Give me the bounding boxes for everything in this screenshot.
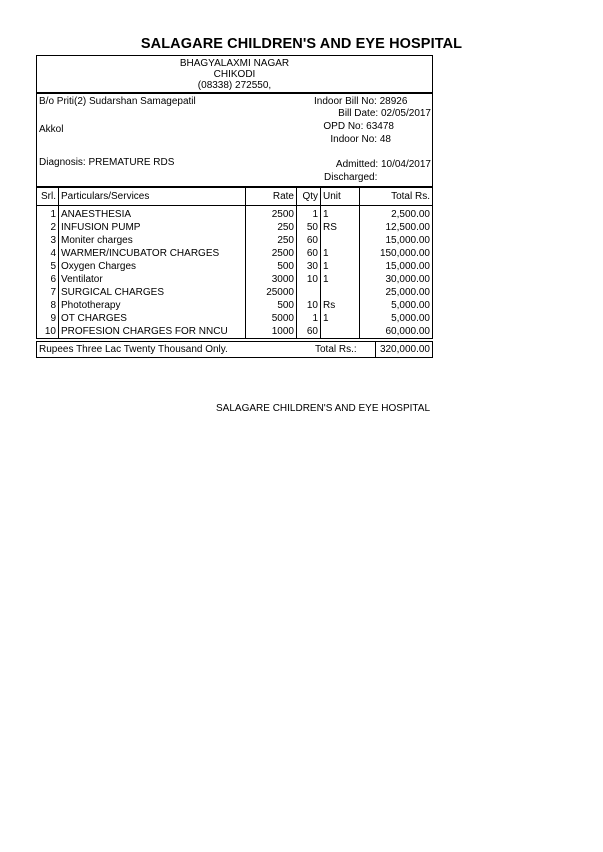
cell-qty: 30 bbox=[297, 260, 321, 273]
cell-particulars: PROFESION CHARGES FOR NNCU bbox=[59, 325, 246, 339]
cell-rate: 500 bbox=[246, 260, 297, 273]
total-label: Total Rs.: bbox=[315, 344, 357, 355]
table-row bbox=[37, 273, 433, 286]
cell-rate: 25000 bbox=[246, 286, 297, 299]
amount-in-words: Rupees Three Lac Twenty Thousand Only. bbox=[39, 344, 228, 355]
table-row bbox=[37, 299, 433, 312]
cell-particulars: WARMER/INCUBATOR CHARGES bbox=[59, 247, 246, 260]
cell-qty: 60 bbox=[297, 325, 321, 339]
address-line2: CHIKODI bbox=[213, 69, 256, 80]
total-value: 320,000.00 bbox=[379, 344, 430, 355]
cell-rate: 5000 bbox=[246, 312, 297, 325]
cell-total: 5,000.00 bbox=[391, 300, 430, 311]
cell-qty: 60 bbox=[297, 234, 321, 247]
cell-rate: 2500 bbox=[246, 247, 297, 260]
cell-particulars: INFUSION PUMP bbox=[59, 221, 246, 234]
header-total: Total Rs. bbox=[360, 188, 433, 206]
cell-srl: 4 bbox=[37, 247, 59, 260]
cell-rate: 2500 bbox=[246, 206, 297, 222]
cell-unit: 1 bbox=[321, 247, 360, 260]
address-line1: BHAGYALAXMI NAGAR bbox=[179, 58, 290, 69]
header-srl: Srl. bbox=[37, 188, 59, 206]
charges-table bbox=[36, 187, 433, 339]
cell-unit bbox=[321, 234, 360, 247]
cell-particulars: Ventilator bbox=[59, 273, 246, 286]
cell-total: 2,500.00 bbox=[391, 209, 430, 220]
patient-place: Akkol bbox=[39, 124, 64, 135]
patient-info-block bbox=[36, 93, 433, 187]
cell-unit: 1 bbox=[321, 273, 360, 286]
total-footer bbox=[36, 341, 433, 358]
cell-total: 25,000.00 bbox=[385, 287, 430, 298]
opd-no: OPD No: 63478 bbox=[323, 121, 394, 132]
diagnosis: Diagnosis: PREMATURE RDS bbox=[39, 157, 175, 168]
cell-total: 30,000.00 bbox=[385, 274, 430, 285]
table-header-row bbox=[37, 188, 433, 206]
table-row bbox=[37, 247, 433, 260]
bill-date: Bill Date: 02/05/2017 bbox=[338, 108, 431, 119]
cell-srl: 10 bbox=[37, 325, 59, 339]
patient-name: B/o Priti(2) Sudarshan Samagepatil bbox=[39, 96, 196, 107]
cell-qty: 1 bbox=[297, 312, 321, 325]
cell-rate: 3000 bbox=[246, 273, 297, 286]
admitted-date: Admitted: 10/04/2017 bbox=[335, 159, 431, 170]
header-particulars: Particulars/Services bbox=[59, 188, 246, 206]
cell-unit: Rs bbox=[321, 299, 360, 312]
cell-srl: 7 bbox=[37, 286, 59, 299]
cell-rate: 250 bbox=[246, 221, 297, 234]
indoor-bill-no: Indoor Bill No: 28926 bbox=[314, 96, 408, 107]
cell-srl: 2 bbox=[37, 221, 59, 234]
cell-particulars: OT CHARGES bbox=[59, 312, 246, 325]
cell-qty: 10 bbox=[297, 273, 321, 286]
table-row bbox=[37, 234, 433, 247]
cell-total: 5,000.00 bbox=[391, 313, 430, 324]
header-unit: Unit bbox=[321, 188, 360, 206]
footer-divider bbox=[375, 342, 376, 357]
cell-total: 150,000.00 bbox=[379, 248, 430, 259]
cell-unit: RS bbox=[321, 221, 360, 234]
table-row bbox=[37, 206, 433, 222]
cell-rate: 500 bbox=[246, 299, 297, 312]
cell-qty: 50 bbox=[297, 221, 321, 234]
cell-srl: 8 bbox=[37, 299, 59, 312]
header-qty: Qty bbox=[297, 188, 321, 206]
cell-particulars: Oxygen Charges bbox=[59, 260, 246, 273]
cell-rate: 250 bbox=[246, 234, 297, 247]
cell-unit: 1 bbox=[321, 206, 360, 222]
cell-srl: 5 bbox=[37, 260, 59, 273]
header-rate: Rate bbox=[246, 188, 297, 206]
cell-srl: 1 bbox=[37, 206, 59, 222]
cell-unit bbox=[321, 325, 360, 339]
cell-total: 60,000.00 bbox=[385, 326, 430, 337]
cell-particulars: SURGICAL CHARGES bbox=[59, 286, 246, 299]
table-row bbox=[37, 325, 433, 339]
cell-total: 12,500.00 bbox=[385, 222, 430, 233]
cell-rate: 1000 bbox=[246, 325, 297, 339]
table-row bbox=[37, 312, 433, 325]
cell-unit: 1 bbox=[321, 260, 360, 273]
cell-total: 15,000.00 bbox=[385, 235, 430, 246]
address-block bbox=[36, 55, 433, 93]
table-row bbox=[37, 286, 433, 299]
cell-particulars: Moniter charges bbox=[59, 234, 246, 247]
address-phone: (08338) 272550, bbox=[197, 80, 272, 91]
table-row bbox=[37, 260, 433, 273]
cell-particulars: ANAESTHESIA bbox=[59, 206, 246, 222]
hospital-title: SALAGARE CHILDREN'S AND EYE HOSPITAL bbox=[140, 36, 463, 52]
cell-srl: 3 bbox=[37, 234, 59, 247]
cell-unit: 1 bbox=[321, 312, 360, 325]
table-row bbox=[37, 221, 433, 234]
hospital-signature: SALAGARE CHILDREN'S AND EYE HOSPITAL bbox=[216, 403, 431, 414]
cell-qty: 10 bbox=[297, 299, 321, 312]
cell-srl: 6 bbox=[37, 273, 59, 286]
cell-srl: 9 bbox=[37, 312, 59, 325]
cell-qty: 60 bbox=[297, 247, 321, 260]
cell-unit bbox=[321, 286, 360, 299]
cell-total: 15,000.00 bbox=[385, 261, 430, 272]
cell-qty bbox=[297, 286, 321, 299]
indoor-no: Indoor No: 48 bbox=[330, 134, 391, 145]
discharged-date: Discharged: bbox=[324, 172, 378, 183]
cell-qty: 1 bbox=[297, 206, 321, 222]
cell-particulars: Phototherapy bbox=[59, 299, 246, 312]
